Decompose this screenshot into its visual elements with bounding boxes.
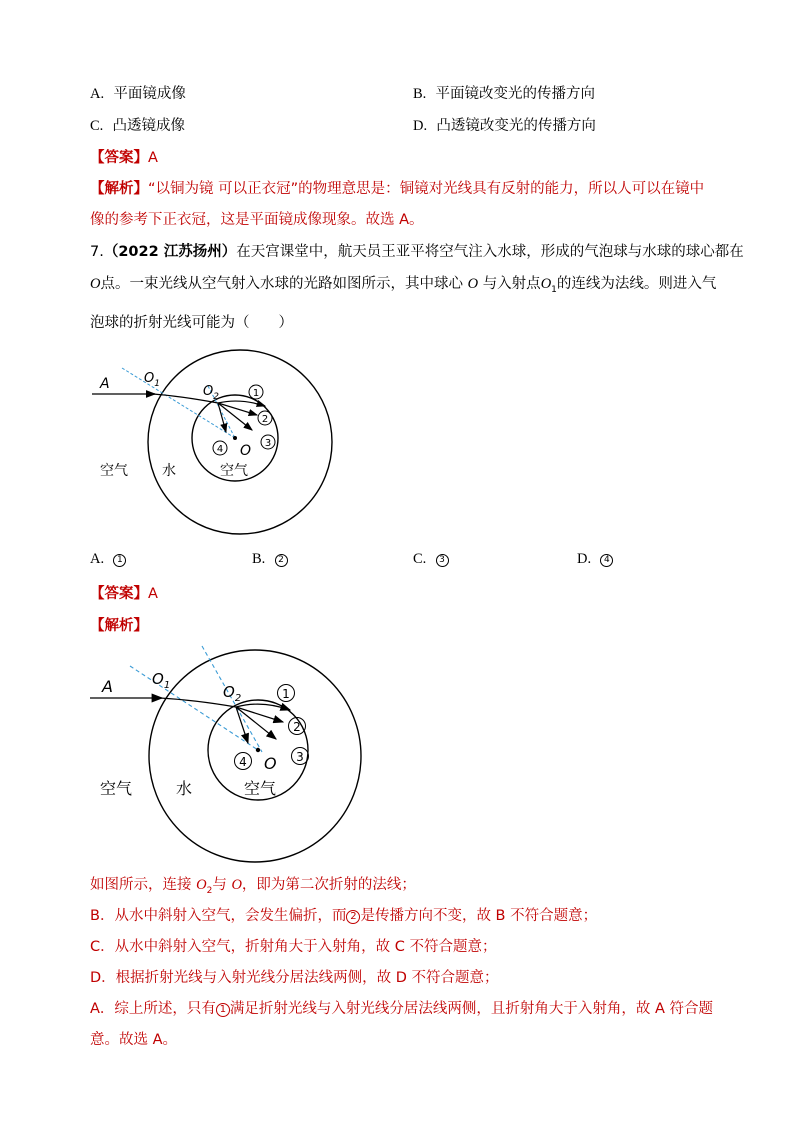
- label-water: 水: [176, 779, 193, 798]
- exp-text: B．从水中斜射入空气，会发生偏折，而: [90, 908, 347, 924]
- option-mark: 1: [113, 554, 126, 567]
- label-o2: $O_2$: [203, 384, 219, 402]
- svg-text:4: 4: [216, 444, 224, 455]
- label-o: O: [264, 754, 277, 773]
- answer-value: A: [148, 586, 158, 602]
- q7-option-d: [577, 551, 613, 568]
- mark-ray-1: [278, 685, 295, 702]
- label-air-outer: 空气: [100, 779, 133, 798]
- label-a: A: [100, 376, 110, 392]
- ray-3: [218, 403, 252, 430]
- q7-exp-line4: [90, 966, 499, 987]
- option-mark: 3: [436, 554, 449, 567]
- q7-figure-analysis: [90, 640, 450, 870]
- q7-exp-line6: [90, 1028, 177, 1049]
- symbol-o: O: [231, 877, 242, 893]
- option-letter: D.: [413, 118, 428, 134]
- mark-ray-4: [213, 441, 227, 455]
- option-text: 凸透镜成像: [112, 118, 186, 134]
- question-number: 7.: [90, 244, 104, 260]
- center-dot: [256, 748, 260, 752]
- q6-option-a: [90, 82, 186, 103]
- option-text: 凸透镜改变光的传播方向: [436, 118, 596, 134]
- symbol-o: O: [467, 276, 479, 292]
- svg-text:2: 2: [261, 414, 269, 425]
- q7-stem-line1: [90, 240, 744, 261]
- exp-text: 意。故选 A。: [90, 1032, 178, 1048]
- svg-text:1: 1: [282, 687, 290, 701]
- option-letter: A.: [90, 551, 105, 567]
- q7-option-c: [413, 551, 449, 568]
- q6-option-b: [413, 82, 595, 103]
- q6-option-c: [90, 114, 185, 135]
- stem-text: 的连线为法线。则进入气: [556, 276, 717, 292]
- ray-2: [218, 403, 257, 415]
- label-air-outer: 空气: [100, 463, 128, 479]
- q7-exp-line2: [90, 904, 597, 925]
- stem-text: 泡球的折射光线可能为（ ）: [90, 315, 293, 331]
- water-sphere: [148, 350, 332, 534]
- option-letter: D.: [577, 551, 592, 567]
- label-o1: $O_1$: [144, 371, 160, 389]
- option-letter: A.: [90, 86, 105, 102]
- q6-option-d: [413, 114, 596, 135]
- water-sphere: [149, 650, 361, 862]
- subscript: 2: [206, 885, 213, 896]
- option-mark: 2: [275, 554, 288, 567]
- q7-option-a: [90, 551, 126, 568]
- q7-exp-line1: [90, 873, 416, 896]
- exp-text: D．根据折射光线与入射光线分居法线两侧，故 D 不符合题意；: [90, 970, 499, 986]
- mark-ray-2: [258, 411, 272, 425]
- label-a: A: [102, 677, 113, 696]
- exp-text: 满足折射光线与入射光线分居法线两侧，且折射角大于入射角，故 A 符合题: [229, 1001, 714, 1017]
- subscript: 1: [551, 284, 557, 295]
- analysis-label: 【解析】: [90, 181, 148, 197]
- label-o2: $O_2$: [223, 683, 242, 704]
- option-letter: C.: [90, 118, 104, 134]
- symbol-o2: O: [196, 877, 207, 893]
- option-mark: 4: [600, 554, 613, 567]
- exp-text: 是传播方向不变，故 B 不符合题意；: [360, 908, 598, 924]
- option-letter: B.: [252, 551, 266, 567]
- q7-analysis-label: [90, 614, 148, 635]
- q6-analysis-line1: [90, 177, 704, 198]
- analysis-text: 像的参考下正衣冠，这是平面镜成像现象。故选 A。: [90, 212, 424, 228]
- q7-exp-line5: [90, 997, 713, 1018]
- analysis-text: “以铜为镜 可以正衣冠”的物理意思是：铜镜对光线具有反射的能力，所以人可以在镜中: [148, 181, 705, 197]
- mark-ray-2: [289, 718, 306, 735]
- label-air-inner: 空气: [220, 463, 248, 479]
- q7-stem-line2: [90, 272, 716, 295]
- mark-ray-1: [249, 385, 263, 399]
- option-mark: 2: [346, 910, 360, 924]
- answer-value: A: [148, 150, 158, 166]
- answer-label: 【答案】: [90, 150, 148, 166]
- label-water: 水: [162, 463, 176, 479]
- center-dot: [233, 436, 237, 440]
- svg-text:3: 3: [296, 750, 304, 764]
- mark-ray-3: [261, 435, 275, 449]
- q7-stem-line3: [90, 311, 293, 332]
- label-o1: $O_1$: [152, 670, 171, 691]
- exp-text: A．综上所述，只有: [90, 1001, 216, 1017]
- svg-text:3: 3: [264, 438, 272, 449]
- mark-ray-3: [292, 748, 309, 765]
- exp-text: C．从水中斜射入空气，折射角大于入射角，故 C 不符合题意；: [90, 939, 497, 955]
- q7-answer: [90, 582, 158, 603]
- option-text: 平面镜成像: [113, 86, 186, 102]
- q7-figure-question: [90, 340, 450, 540]
- q6-answer: [90, 146, 158, 167]
- q6-analysis-line2: [90, 208, 424, 229]
- q7-exp-line3: [90, 935, 496, 956]
- q7-option-b: [252, 551, 288, 568]
- symbol-o: O: [90, 276, 101, 292]
- exp-text: 如图所示，连接: [90, 877, 192, 893]
- svg-text:2: 2: [293, 720, 301, 734]
- label-air-inner: 空气: [244, 779, 277, 798]
- ray-2: [236, 707, 283, 722]
- analysis-label: 【解析】: [90, 618, 148, 634]
- mark-ray-4: [235, 753, 252, 770]
- stem-text: 点。一束光线从空气射入水球的光路如图所示，其中球心: [100, 276, 463, 292]
- stem-text: 与入射点: [482, 276, 541, 292]
- ray-3: [236, 707, 276, 739]
- option-letter: C.: [413, 551, 427, 567]
- option-text: 平面镜改变光的传播方向: [435, 86, 596, 102]
- svg-text:1: 1: [252, 388, 260, 399]
- label-o: O: [240, 443, 252, 459]
- option-letter: B.: [413, 86, 427, 102]
- option-mark: 1: [216, 1003, 230, 1017]
- exp-text: ，即为第二次折射的法线；: [241, 877, 416, 893]
- question-source: （2022 江苏扬州）: [103, 244, 237, 260]
- exp-text: 与: [212, 877, 227, 893]
- svg-text:4: 4: [239, 755, 247, 769]
- symbol-o1: O: [540, 276, 552, 292]
- answer-label: 【答案】: [90, 586, 148, 602]
- stem-text: 在天宫课堂中，航天员王亚平将空气注入水球，形成的气泡球与水球的球心都在: [236, 244, 744, 260]
